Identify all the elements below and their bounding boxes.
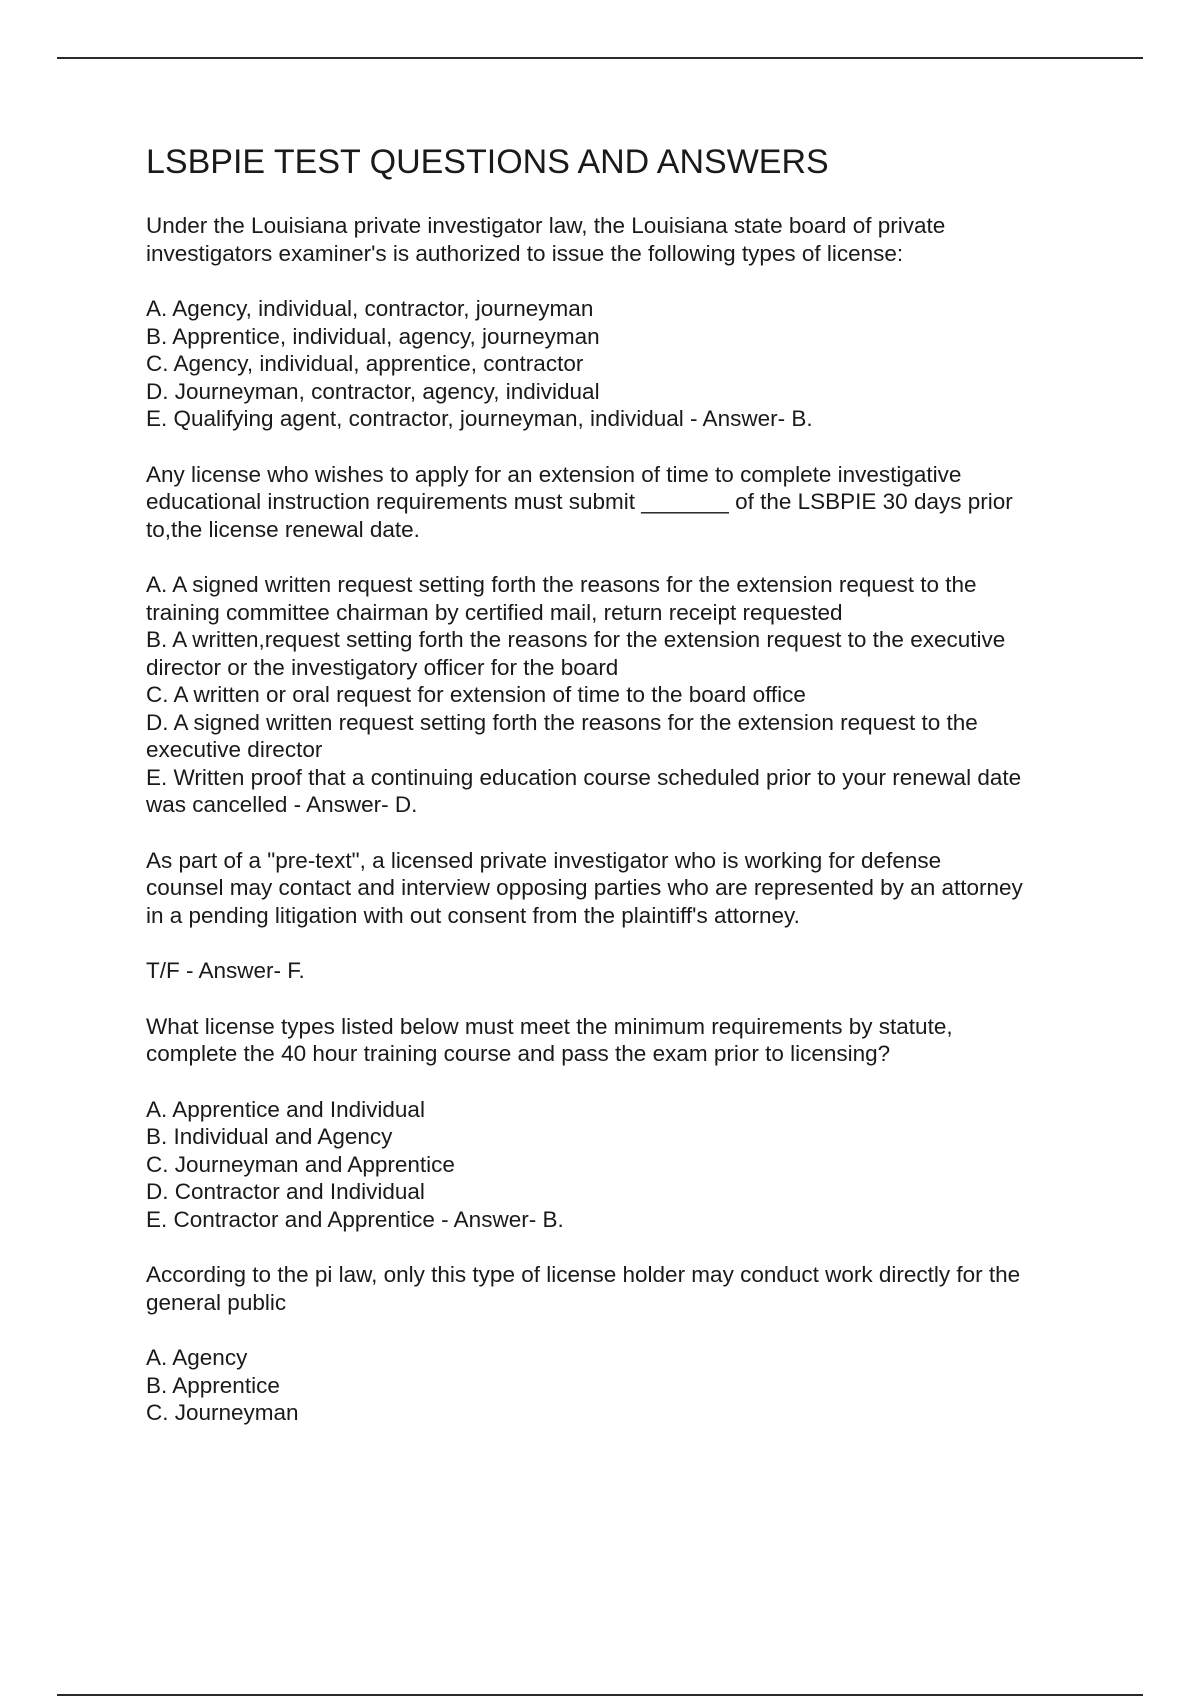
text-line: C. Journeyman (146, 1400, 299, 1425)
text-line: executive director (146, 737, 323, 762)
text-block (146, 1344, 1096, 1427)
text-block (146, 1261, 1096, 1316)
paragraph-spacer (146, 1233, 1096, 1261)
text-line: E. Contractor and Apprentice - Answer- B. (146, 1206, 564, 1232)
text-block (146, 1013, 1096, 1068)
text-line: investigators examiner's is authorized to issue the following types of license: (146, 240, 904, 266)
paragraph-spacer (146, 985, 1096, 1013)
text-line: was cancelled - Answer- D. (146, 792, 418, 817)
text-line: E. Written proof that a continuing education course scheduled prior to your renewal date (146, 764, 1022, 790)
text-line: B. Apprentice (146, 1372, 280, 1398)
paragraph-spacer (146, 819, 1096, 847)
text-line: T/F - Answer- F. (146, 958, 305, 983)
paragraph-spacer (146, 267, 1096, 295)
text-line: A. Apprentice and Individual (146, 1096, 425, 1122)
paragraph-spacer (146, 543, 1096, 571)
text-line: What license types listed below must meet the minimum requirements by statute, (146, 1013, 953, 1039)
top-divider (57, 57, 1143, 59)
paragraph-spacer (146, 433, 1096, 461)
text-line: Under the Louisiana private investigator law, the Louisiana state board of private (146, 213, 946, 238)
text-line: D. Journeyman, contractor, agency, individual (146, 378, 600, 404)
text-line: complete the 40 hour training course and pass the exam prior to licensing? (146, 1041, 891, 1066)
text-line: B. Individual and Agency (146, 1124, 393, 1149)
text-line: in a pending litigation with out consent from the plaintiff's attorney. (146, 902, 800, 928)
document-page (146, 140, 1096, 1427)
text-line: general public (146, 1289, 287, 1315)
text-block (146, 571, 1096, 819)
paragraph-spacer (146, 929, 1096, 957)
text-line: educational instruction requirements must submit _______ of the LSBPIE 30 days prior (146, 489, 1013, 514)
bottom-divider (57, 1694, 1143, 1696)
text-line: D. Contractor and Individual (146, 1179, 425, 1204)
text-line: According to the pi law, only this type of license holder may conduct work directly for the (146, 1262, 1021, 1287)
text-block (146, 847, 1096, 930)
text-line: E. Qualifying agent, contractor, journeyman, individual - Answer- B. (146, 406, 813, 431)
text-block (146, 461, 1096, 544)
text-line: director or the investigatory officer for the board (146, 654, 619, 680)
text-line: C. Journeyman and Apprentice (146, 1151, 455, 1177)
text-line: C. A written or oral request for extension of time to the board office (146, 682, 806, 707)
text-line: D. A signed written request setting forth the reasons for the extension request to the (146, 709, 978, 735)
text-line: C. Agency, individual, apprentice, contractor (146, 351, 584, 376)
text-block (146, 212, 1096, 267)
text-line: training committee chairman by certified mail, return receipt requested (146, 599, 843, 625)
text-line: Any license who wishes to apply for an extension of time to complete investigative (146, 461, 962, 487)
text-line: A. A signed written request setting forth the reasons for the extension request to the (146, 572, 977, 597)
text-line: A. Agency, individual, contractor, journeyman (146, 296, 594, 321)
text-block (146, 295, 1096, 433)
document-title: LSBPIE TEST QUESTIONS AND ANSWERS (146, 143, 829, 181)
text-line: As part of a "pre-text", a licensed private investigator who is working for defense (146, 847, 942, 873)
text-line: counsel may contact and interview opposing parties who are represented by an attorney (146, 875, 1023, 900)
paragraph-spacer (146, 1316, 1096, 1344)
paragraph-spacer (146, 1068, 1096, 1096)
document-body (146, 212, 1096, 1427)
text-block (146, 957, 1096, 985)
text-line: to,the license renewal date. (146, 516, 420, 542)
text-line: B. Apprentice, individual, agency, journeyman (146, 323, 600, 349)
text-block (146, 1096, 1096, 1234)
text-line: A. Agency (146, 1345, 248, 1370)
text-line: B. A written,request setting forth the reasons for the extension request to the executive (146, 627, 1006, 652)
